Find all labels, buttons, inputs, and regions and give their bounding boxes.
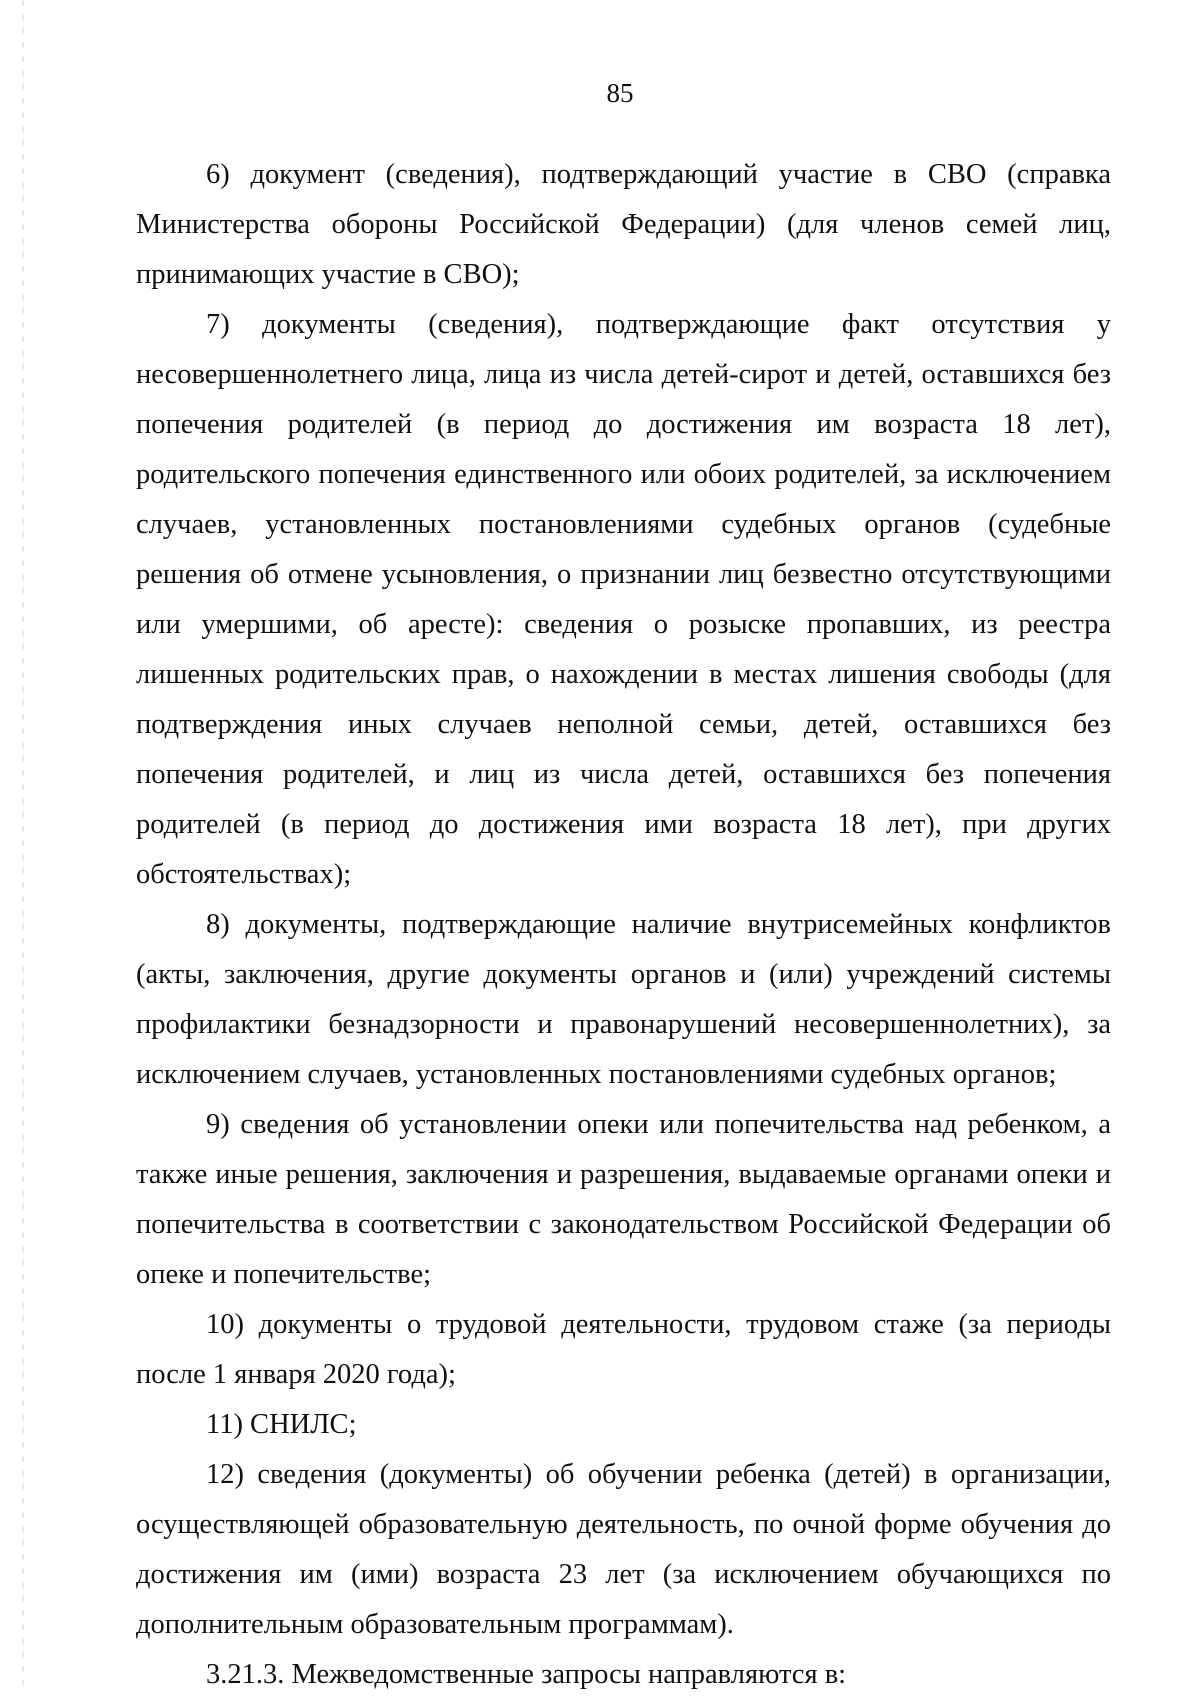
paragraph-item-8: 8) документы, подтверждающие наличие внутрисемейных конфликтов (акты, заключения, другие документы органов и (или) учреждений системы профилактики безнадзорности и правонарушений несовершеннолетних), за исключением случаев, установленных постановлениями судебных органов; xyxy=(136,909,1111,1090)
scan-edge-mark xyxy=(22,0,24,1685)
paragraph-item-9: 9) сведения об установлении опеки или попечительства над ребенком, а также иные решения, заключения и разрешения, выдаваемые органами опеки и попечительства в соответствии с законодательством Российской Федерации об опеке и попечительстве; xyxy=(136,1109,1111,1290)
document-body xyxy=(136,150,1111,1700)
paragraph-item-6: 6) документ (сведения), подтверждающий участие в СВО (справка Министерства обороны Российской Федерации) (для членов семей лиц, принимающих участие в СВО); xyxy=(136,159,1111,290)
page-number: 85 xyxy=(606,78,634,108)
paragraph-item-12: 12) сведения (документы) об обучении ребенка (детей) в организации, осуществляющей образовательную деятельность, по очной форме обучения до достижения им (ими) возраста 23 лет (за исключением обучающихся по дополнительным образовательным программам). xyxy=(136,1459,1111,1640)
section-3-21-3: 3.21.3. Межведомственные запросы направляются в: xyxy=(206,1659,847,1690)
paragraph-item-7: 7) документы (сведения), подтверждающие факт отсутствия у несовершеннолетнего лица, лица из числа детей-сирот и детей, оставшихся без попечения родителей (в период до достижения им возраста 18 лет), родительского попечения единственного или обоих родителей, за исключением случаев, установленных постановлениями судебных органов (судебные решения об отмене усыновления, о признании лиц безвестно отсутствующими или умершими, об аресте): сведения о розыске пропавших, из реестра лишенных родительских прав, о нахождении в местах лишения свободы (для подтверждения иных случаев неполной семьи, детей, оставшихся без попечения родителей, и лиц из числа детей, оставшихся без попечения родителей (в период до достижения ими возраста 18 лет), при других обстоятельствах); xyxy=(136,309,1111,890)
paragraph-item-11: 11) СНИЛС; xyxy=(206,1409,357,1440)
paragraph-item-10: 10) документы о трудовой деятельности, трудовом стаже (за периоды после 1 января 2020 года); xyxy=(136,1309,1111,1390)
